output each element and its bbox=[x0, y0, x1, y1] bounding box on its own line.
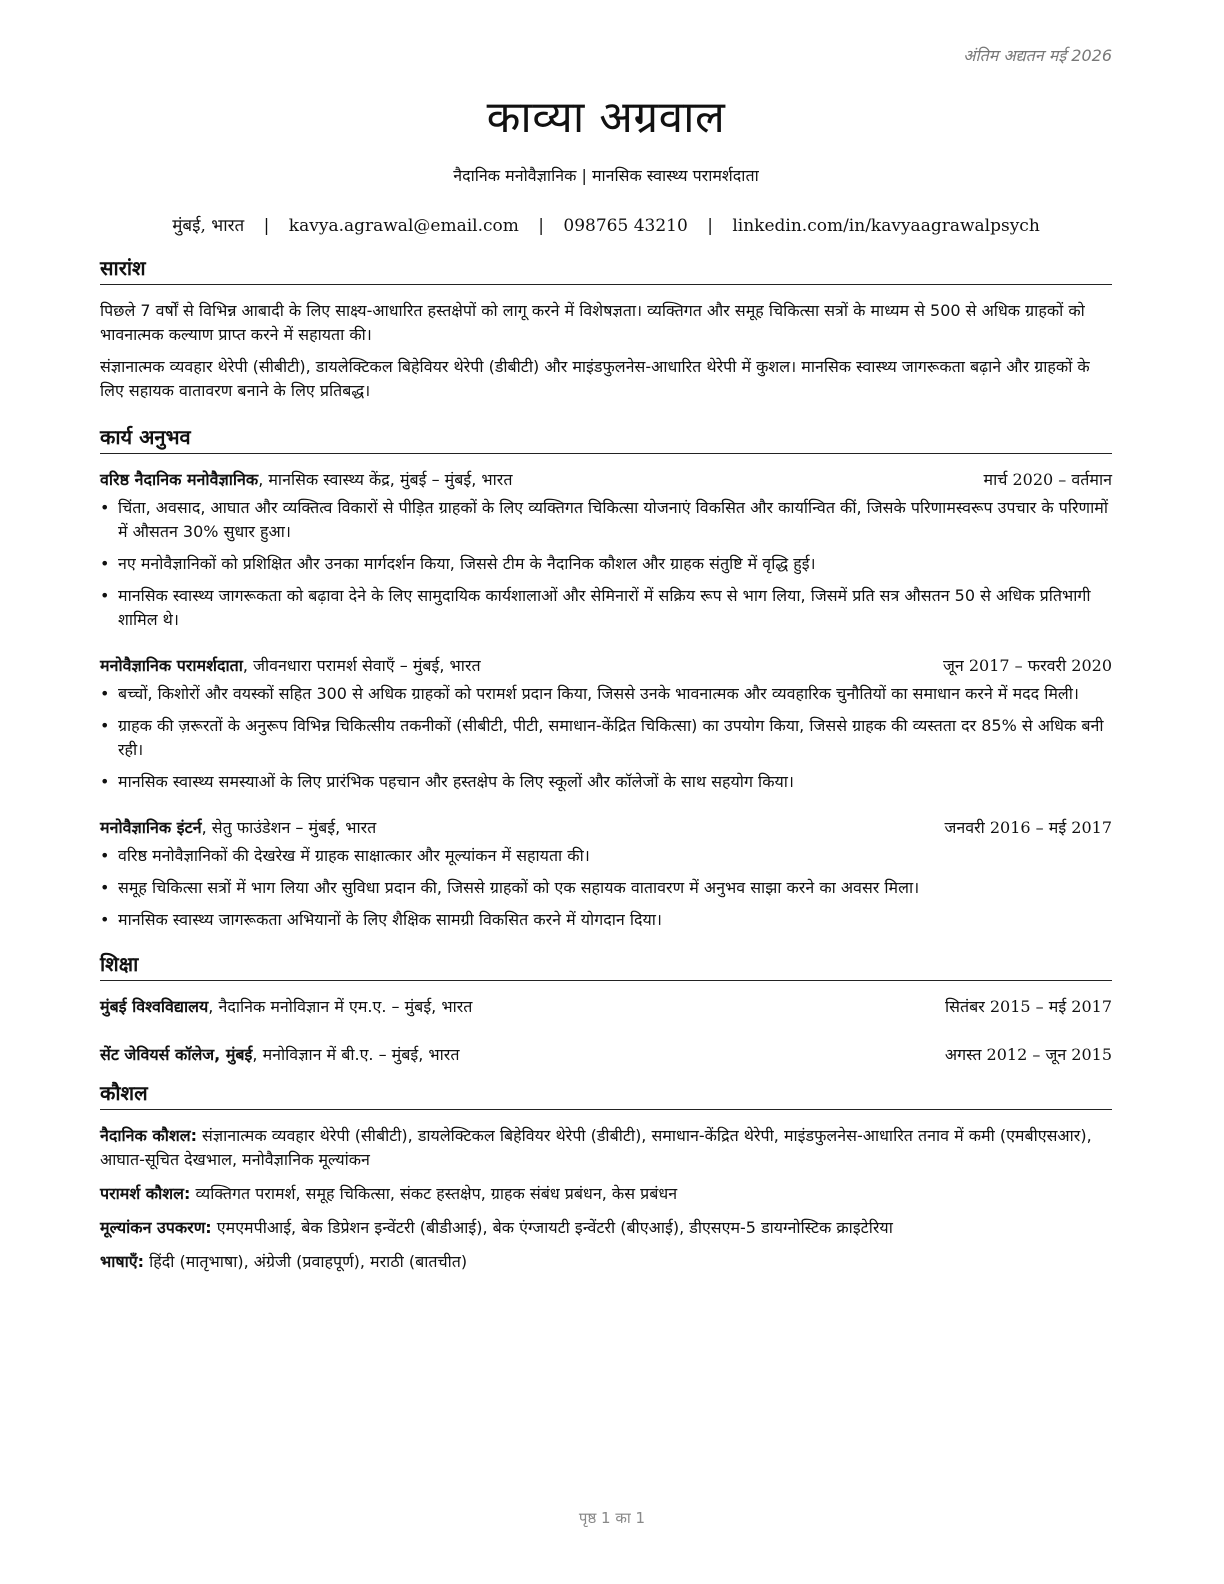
contact-location: मुंबई, भारत bbox=[172, 216, 245, 236]
candidate-title: नैदानिक मनोवैज्ञानिक | मानसिक स्वास्थ्य परामर्शदाता bbox=[453, 166, 759, 185]
job-role: मनोवैज्ञानिक परामर्शदाता bbox=[100, 656, 243, 675]
skill-label: भाषाएँ: bbox=[100, 1252, 145, 1271]
summary-paragraph: पिछले 7 वर्षों से विभिन्न आबादी के लिए साक्ष्य-आधारित हस्तक्षेपों को लागू करने में विशेषज्ञता। व्यक्तिगत और समूह चिकित्सा सत्रों के माध्यम से 500 से अधिक ग्राहकों को भावनात्मक कल्याण प्राप्त करने में सहायता की। bbox=[100, 301, 1085, 344]
contact-phone: 098765 43210 bbox=[563, 216, 688, 236]
job-bullets bbox=[100, 682, 1112, 794]
skill-label: नैदानिक कौशल: bbox=[100, 1126, 197, 1145]
job-bullet: • मानसिक स्वास्थ्य जागरूकता को बढ़ावा देने के लिए सामुदायिक कार्यशालाओं और सेमिनारों में सक्रिय रूप से भाग लिया, जिसमें प्रति सत्र औसतन 50 से अधिक प्रतिभागी शामिल थे। bbox=[118, 584, 1112, 632]
education-dates: सितंबर 2015 – मई 2017 bbox=[945, 997, 1112, 1016]
education-title-line bbox=[100, 995, 472, 1019]
job-bullet: • चिंता, अवसाद, आघात और व्यक्तित्व विकारों से पीड़ित ग्राहकों के लिए व्यक्तिगत चिकित्सा योजनाएं विकसित और कार्यान्वित कीं, जिसके परिणामस्वरूप उपचार के परिणामों में औसतन 30% सुधार हुआ। bbox=[118, 496, 1112, 544]
job-header bbox=[100, 816, 1112, 840]
skills-section bbox=[100, 1079, 1112, 1274]
contact-separator: | bbox=[707, 216, 713, 236]
job-org: , मानसिक स्वास्थ्य केंद्र, मुंबई – मुंबई, भारत bbox=[258, 470, 513, 489]
last-updated: अंतिम अद्यतन मई 2026 bbox=[963, 46, 1112, 65]
education-section bbox=[100, 950, 1112, 1067]
job-org: , जीवनधारा परामर्श सेवाएँ – मुंबई, भारत bbox=[242, 656, 481, 675]
job-entry bbox=[100, 816, 1112, 932]
education-entry bbox=[100, 1043, 1112, 1067]
job-dates: जून 2017 – फरवरी 2020 bbox=[943, 656, 1112, 675]
job-bullet: • मानसिक स्वास्थ्य जागरूकता अभियानों के लिए शैक्षिक सामग्री विकसित करने में योगदान दिया। bbox=[118, 908, 1112, 932]
job-bullet: • समूह चिकित्सा सत्रों में भाग लिया और सुविधा प्रदान की, जिससे ग्राहकों को एक सहायक वातावरण में अनुभव साझा करने का अवसर मिला। bbox=[118, 876, 1112, 900]
education-dates: अगस्त 2012 – जून 2015 bbox=[944, 1045, 1112, 1064]
education-title-line bbox=[100, 1043, 459, 1067]
job-dates: जनवरी 2016 – मई 2017 bbox=[944, 818, 1112, 837]
skill-value: हिंदी (मातृभाषा), अंग्रेजी (प्रवाहपूर्ण), मराठी (बातचीत) bbox=[144, 1252, 468, 1271]
skill-line bbox=[100, 1124, 1112, 1172]
job-title-line bbox=[100, 468, 512, 492]
contact-line bbox=[100, 214, 1112, 238]
job-bullet: • नए मनोवैज्ञानिकों को प्रशिक्षित और उनका मार्गदर्शन किया, जिससे टीम के नैदानिक कौशल और ग्राहक संतुष्टि में वृद्धि हुई। bbox=[118, 552, 1112, 576]
summary-paragraph: संज्ञानात्मक व्यवहार थेरेपी (सीबीटी), डायलेक्टिकल बिहेवियर थेरेपी (डीबीटी) और माइंडफुलनेस-आधारित थेरेपी में कुशल। मानसिक स्वास्थ्य जागरूकता बढ़ाने और ग्राहकों के लिए सहायक वातावरण बनाने के लिए प्रतिबद्ध। bbox=[100, 357, 1090, 400]
education-school: सेंट जेवियर्स कॉलेज, मुंबई bbox=[100, 1045, 253, 1064]
education-detail: , मनोविज्ञान में बी.ए. – मुंबई, भारत bbox=[252, 1045, 460, 1064]
skill-value: व्यक्तिगत परामर्श, समूह चिकित्सा, संकट हस्तक्षेप, ग्राहक संबंध प्रबंधन, केस प्रबंधन bbox=[190, 1184, 678, 1203]
section-heading-education: शिक्षा bbox=[100, 950, 1112, 981]
skill-line bbox=[100, 1182, 1112, 1206]
skill-value: संज्ञानात्मक व्यवहार थेरेपी (सीबीटी), डायलेक्टिकल बिहेवियर थेरेपी (डीबीटी), समाधान-केंद्रित थेरेपी, माइंडफुलनेस-आधारित तनाव में कमी (एमबीएसआर), आघात-सूचित देखभाल, मनोवैज्ञानिक मूल्यांकन bbox=[100, 1126, 1092, 1169]
job-entry bbox=[100, 468, 1112, 632]
candidate-name: काव्या अग्रवाल bbox=[486, 92, 726, 143]
experience-section bbox=[100, 423, 1112, 932]
job-bullets bbox=[100, 844, 1112, 932]
job-bullet: • वरिष्ठ मनोवैज्ञानिकों की देखरेख में ग्राहक साक्षात्कार और मूल्यांकन में सहायता की। bbox=[118, 844, 1112, 868]
education-school: मुंबई विश्वविद्यालय bbox=[100, 997, 209, 1016]
contact-linkedin[interactable]: linkedin.com/in/kavyaagrawalpsych bbox=[732, 216, 1040, 236]
job-title-line bbox=[100, 654, 481, 678]
job-header bbox=[100, 468, 1112, 492]
contact-separator: | bbox=[263, 216, 270, 236]
job-header bbox=[100, 654, 1112, 678]
contact-separator: | bbox=[538, 216, 544, 236]
page-number: पृष्ठ 1 का 1 bbox=[578, 1509, 646, 1527]
section-heading-summary: सारांश bbox=[100, 254, 1112, 285]
job-role: मनोवैज्ञानिक इंटर्न bbox=[100, 818, 202, 837]
job-org: , सेतु फाउंडेशन – मुंबई, भारत bbox=[201, 818, 377, 837]
job-entry bbox=[100, 654, 1112, 794]
education-entry bbox=[100, 995, 1112, 1019]
skill-label: परामर्श कौशल: bbox=[100, 1184, 191, 1203]
skill-line bbox=[100, 1216, 1112, 1240]
education-detail: , नैदानिक मनोविज्ञान में एम.ए. – मुंबई, भारत bbox=[208, 997, 473, 1016]
section-heading-skills: कौशल bbox=[100, 1079, 1112, 1110]
job-role: वरिष्ठ नैदानिक मनोवैज्ञानिक bbox=[100, 470, 259, 489]
section-heading-experience: कार्य अनुभव bbox=[100, 423, 1112, 454]
job-title-line bbox=[100, 816, 376, 840]
contact-email[interactable]: kavya.agrawal@email.com bbox=[288, 216, 519, 236]
summary-section bbox=[100, 254, 1112, 403]
skill-value: एमएमपीआई, बेक डिप्रेशन इन्वेंटरी (बीडीआई), बेक एंग्जायटी इन्वेंटरी (बीएआई), डीएसएम-5 डायग्नोस्टिक क्राइटेरिया bbox=[211, 1218, 893, 1237]
job-bullet: • मानसिक स्वास्थ्य समस्याओं के लिए प्रारंभिक पहचान और हस्तक्षेप के लिए स्कूलों और कॉलेजों के साथ सहयोग किया। bbox=[118, 770, 1112, 794]
skill-label: मूल्यांकन उपकरण: bbox=[100, 1218, 212, 1237]
job-dates: मार्च 2020 – वर्तमान bbox=[983, 470, 1112, 489]
job-bullet: • ग्राहक की ज़रूरतों के अनुरूप विभिन्न चिकित्सीय तकनीकों (सीबीटी, पीटी, समाधान-केंद्रित चिकित्सा) का उपयोग किया, जिससे ग्राहक की व्यस्तता दर 85% से अधिक बनी रही। bbox=[118, 714, 1112, 762]
job-bullet: • बच्चों, किशोरों और वयस्कों सहित 300 से अधिक ग्राहकों को परामर्श प्रदान किया, जिससे उनके भावनात्मक और व्यवहारिक चुनौतियों का समाधान करने में मदद मिली। bbox=[118, 682, 1112, 706]
job-bullets bbox=[100, 496, 1112, 632]
skill-line bbox=[100, 1250, 1112, 1274]
